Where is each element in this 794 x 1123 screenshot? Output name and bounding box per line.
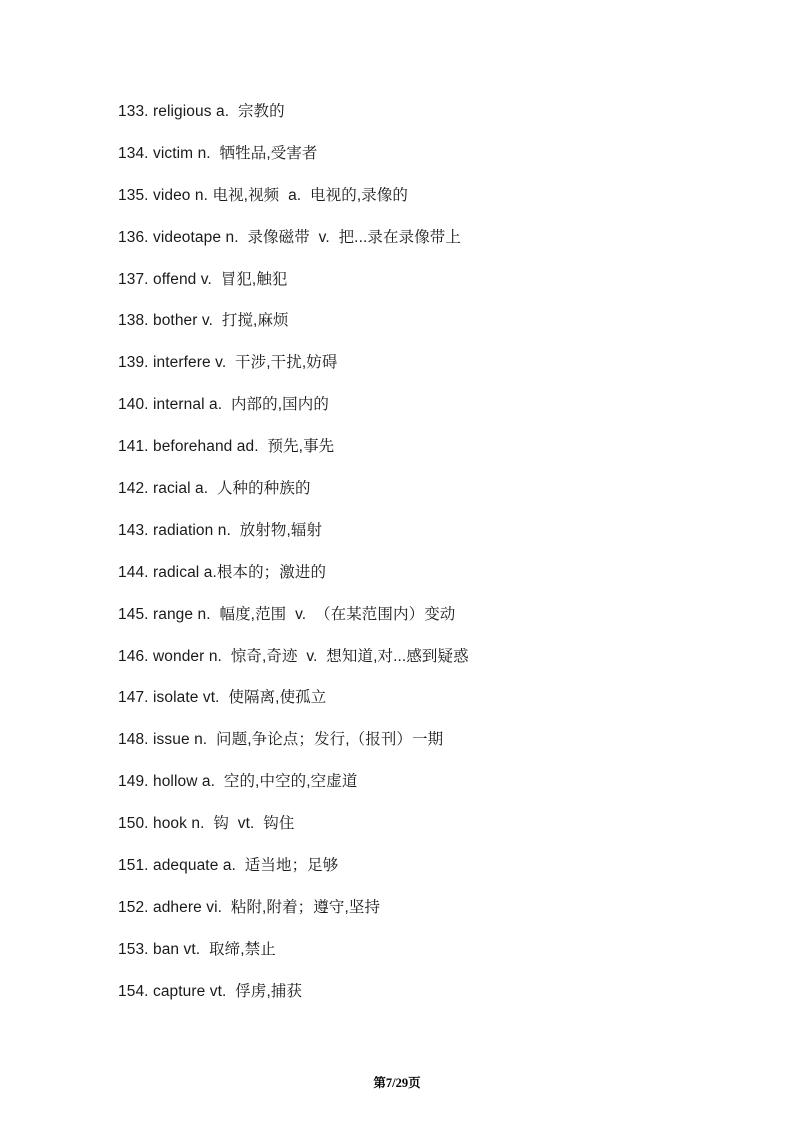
list-item: 136. videotape n. 录像磁带 v. 把...录在录像带上	[118, 228, 461, 246]
list-item: 137. offend v. 冒犯,触犯	[118, 270, 288, 288]
list-item: 138. bother v. 打搅,麻烦	[118, 312, 289, 330]
list-item: 135. video n. 电视,视频 a. 电视的,录像的	[118, 186, 409, 204]
list-item: 145. range n. 幅度,范围 v. （在某范围内）变动	[118, 605, 456, 623]
list-item: 147. isolate vt. 使隔离,使孤立	[118, 689, 327, 707]
list-item: 133. religious a. 宗教的	[118, 103, 285, 120]
list-item: 152. adhere vi. 粘附,附着；遵守,坚持	[118, 898, 381, 916]
list-item: 139. interfere v. 干涉,干扰,妨碍	[118, 354, 338, 372]
list-item: 141. beforehand ad. 预先,事先	[118, 438, 335, 456]
list-item: 144. radical a.根本的；激进的	[118, 563, 327, 581]
list-item: 148. issue n. 问题,争论点；发行,（报刊）一期	[118, 731, 444, 749]
list-item: 153. ban vt. 取缔,禁止	[118, 940, 276, 958]
list-item: 143. radiation n. 放射物,辐射	[118, 521, 323, 539]
list-item: 134. victim n. 牺牲品,受害者	[118, 144, 318, 162]
page-number: 第7/29页	[373, 1076, 421, 1090]
list-item: 149. hollow a. 空的,中空的,空虚道	[118, 773, 358, 791]
list-item: 151. adequate a. 适当地；足够	[118, 857, 339, 875]
list-item: 140. internal a. 内部的,国内的	[118, 396, 329, 414]
list-item: 150. hook n. 钩 vt. 钩住	[118, 815, 295, 833]
list-item: 154. capture vt. 俘虏,捕获	[118, 982, 303, 1000]
page-footer	[0, 1073, 794, 1091]
vocabulary-list	[118, 104, 734, 1026]
list-item: 146. wonder n. 惊奇,奇迹 v. 想知道,对...感到疑惑	[118, 647, 469, 665]
list-item: 142. racial a. 人种的种族的	[118, 480, 311, 498]
